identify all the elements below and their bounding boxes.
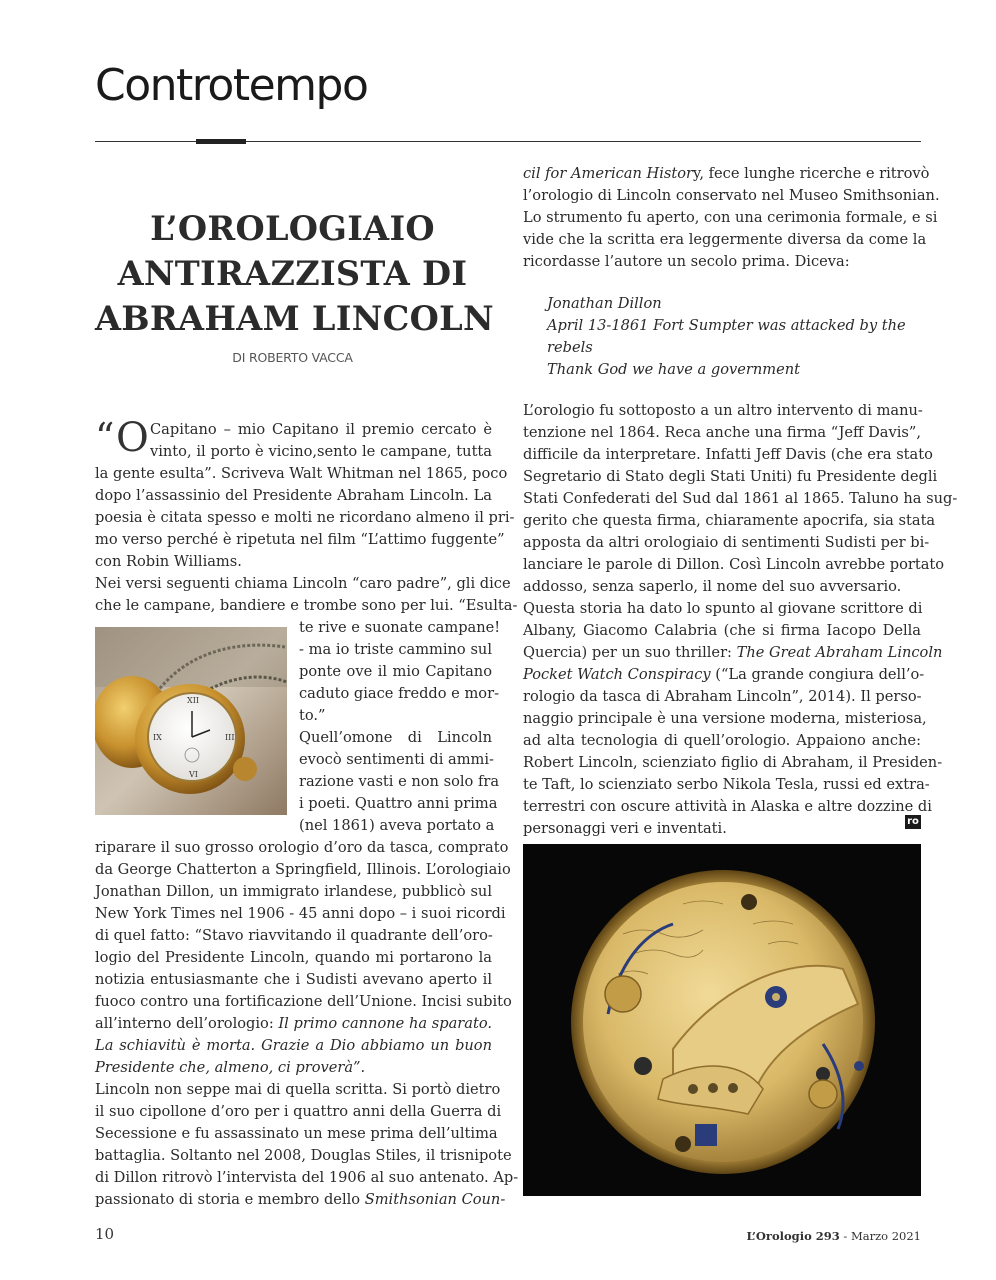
text-line: to.” [299,707,326,724]
magazine-name: L’Orologio 293 [746,1229,840,1243]
text-line: vinto, il porto è vicino,sento le campane, tutta [150,443,492,460]
text-line [523,664,925,686]
text-run: passionato di storia e membro dello [95,1191,365,1208]
section-title: Controtempo [95,60,368,111]
header-rule-accent [196,139,246,144]
text-line: di Dillon ritrovò l’intervista del 1906 al suo antenato. Ap- [95,1169,519,1186]
text-line: terrestri con oscure attività in Alaska e altre dozzine di [523,798,932,815]
text-line: apposta da altri orologiaio di sentimenti Sudisti per bi- [523,534,930,551]
inscription-italic: La schiavitù è morta. Grazie a Dio abbiamo un buon [95,1037,492,1054]
book-title: Pocket Watch Conspiracy [523,666,711,683]
svg-text:III: III [225,733,235,742]
text-run: (“La grande congiura dell’o- [710,666,925,683]
text-line: addosso, senza saperlo, il nome del suo avversario. [523,578,902,595]
text-line: difficile da interpretare. Infatti Jeff Davis (che era stato [523,446,933,463]
text-line: Jonathan Dillon, un immigrato irlandese, pubblicò sul [95,883,492,900]
text-line: ricordasse l’autore un secolo prima. Diceva: [523,253,850,270]
inscription-italic: Il primo cannone ha sparato. [278,1015,492,1032]
text-line: di quel fatto: “Stavo riavvitando il quadrante dell’oro- [95,927,493,944]
opening-quote-mark: “ [95,415,115,459]
text-line: l’orologio di Lincoln conservato nel Museo Smithsonian. [523,187,940,204]
text-line: Lincoln non seppe mai di quella scritta. Si portò dietro [95,1081,501,1098]
headline-line: ABRAHAM LINCOLN [95,299,494,338]
gold-pocket-watch-photo [95,627,287,815]
text-line: L’orologio fu sottoposto a un altro intervento di manu- [523,402,923,419]
text-line: Segretario di Stato degli Stati Uniti) fu Presidente degli [523,468,938,485]
text-run: all’interno dell’orologio: [95,1015,279,1032]
text-line: razione vasti e non solo fra [299,773,500,790]
text-line: (nel 1861) aveva portato a [299,817,495,834]
text-line: poesia è citata spesso e molti ne ricordano almeno il pri- [95,509,515,526]
text-line [95,1013,492,1035]
text-line: battaglia. Soltanto nel 2008, Douglas Stiles, il trisnipote [95,1147,512,1164]
page-number: 10 [95,1225,115,1243]
text-line: fuoco contro una fortificazione dell’Unione. Incisi subito [95,993,512,1010]
drop-cap: O [116,415,149,461]
article-headline [95,206,494,341]
text-line: - ma io triste cammino sul [299,641,492,658]
headline-line: ANTIRAZZISTA DI [117,254,468,293]
text-line: il suo cipollone d’oro per i quattro anni della Guerra di [95,1103,502,1120]
text-line: vide che la scritta era leggermente diversa da come la [523,231,927,248]
text-run: Quercia) per un suo thriller: [523,644,737,661]
issue-date: - Marzo 2021 [839,1229,921,1243]
text-line: ad alta tecnologia di quell’orologio. Appaiono anche: [523,732,921,749]
text-line: Capitano – mio Capitano il premio cercato è [150,421,492,438]
svg-text:VI: VI [189,770,198,779]
footer-issue-info [690,1229,921,1243]
italic-run: Smithsonian Coun- [364,1191,506,1208]
text-line: personaggi veri e inventati. [523,820,727,837]
text-line: Secessione e fu assassinato un mese prima dell’ultima [95,1125,498,1142]
text-line: te rive e suonate campane! [299,619,501,636]
watch-movement-photo [523,844,921,1196]
text-line: Robert Lincoln, scienziato figlio di Abraham, il Presiden- [523,754,943,771]
text-line: riparare il suo grosso orologio d’oro da tasca, comprato [95,839,509,856]
text-run: y, fece lunghe ricerche e ritrovò [693,165,930,182]
inscription-line: Thank God we have a government [547,361,800,378]
text-line [523,163,930,185]
text-line: ponte ove il mio Capitano [299,663,492,680]
byline: DI ROBERTO VACCA [232,350,353,365]
text-line: mo verso perché è ripetuta nel film “L’attimo fuggente” [95,531,505,548]
text-line: Quell’omone di Lincoln [299,729,492,746]
text-line: dopo l’assassinio del Presidente Abraham Lincoln. La [95,487,492,504]
svg-text:IX: IX [153,733,162,742]
inscription-line: Jonathan Dillon [547,295,662,312]
text-line: gerito che questa firma, chiaramente apocrifa, sia stata [523,512,936,529]
svg-text:XII: XII [187,696,200,705]
text-line: la gente esulta”. Scriveva Walt Whitman nel 1865, poco [95,465,508,482]
text-line: Albany, Giacomo Calabria (che si firma Iacopo Della [523,622,921,639]
inscription-line: April 13-1861 Fort Sumpter was attacked by the [547,317,906,334]
text-line: Questa storia ha dato lo spunto al giovane scrittore di [523,600,923,617]
text-line: notizia entusiasmante che i Sudisti avevano aperto il [95,971,492,988]
inscription-italic: Presidente che, almeno, ci proverà”. [95,1059,366,1076]
text-line: caduto giace freddo e mor- [299,685,499,702]
end-of-article-mark: ro [905,815,921,829]
italic-run: cil for American Histor [523,165,694,182]
inscription-line: rebels [547,339,593,356]
text-line: te Taft, lo scienziato serbo Nikola Tesla, russi ed extra- [523,776,930,793]
text-line: con Robin Williams. [95,553,242,570]
headline-line: L’OROLOGIAIO [150,209,435,248]
text-line: evocò sentimenti di ammi- [299,751,494,768]
text-line: Nei versi seguenti chiama Lincoln “caro padre”, gli dice [95,575,511,592]
text-line: da George Chatterton a Springfield, Illinois. L’orologiaio [95,861,511,878]
book-title: The Great Abraham Lincoln [736,644,943,661]
text-line [523,642,943,664]
text-line: naggio principale è una versione moderna, misteriosa, [523,710,927,727]
text-line: rologio da tasca di Abraham Lincoln”, 2014). Il perso- [523,688,922,705]
text-line: lanciare le parole di Dillon. Così Lincoln avrebbe portato [523,556,945,573]
text-line [95,1189,506,1211]
text-line: Stati Confederati del Sud dal 1861 al 1865. Taluno ha sug- [523,490,958,507]
text-line: tenzione nel 1864. Reca anche una firma “Jeff Davis”, [523,424,921,441]
text-line: logio del Presidente Lincoln, quando mi portarono la [95,949,492,966]
text-line: i poeti. Quattro anni prima [299,795,498,812]
text-line: che le campane, bandiere e trombe sono per lui. “Esulta- [95,597,518,614]
text-line: Lo strumento fu aperto, con una cerimonia formale, e si [523,209,938,226]
text-line: New York Times nel 1906 - 45 anni dopo – i suoi ricordi [95,905,506,922]
